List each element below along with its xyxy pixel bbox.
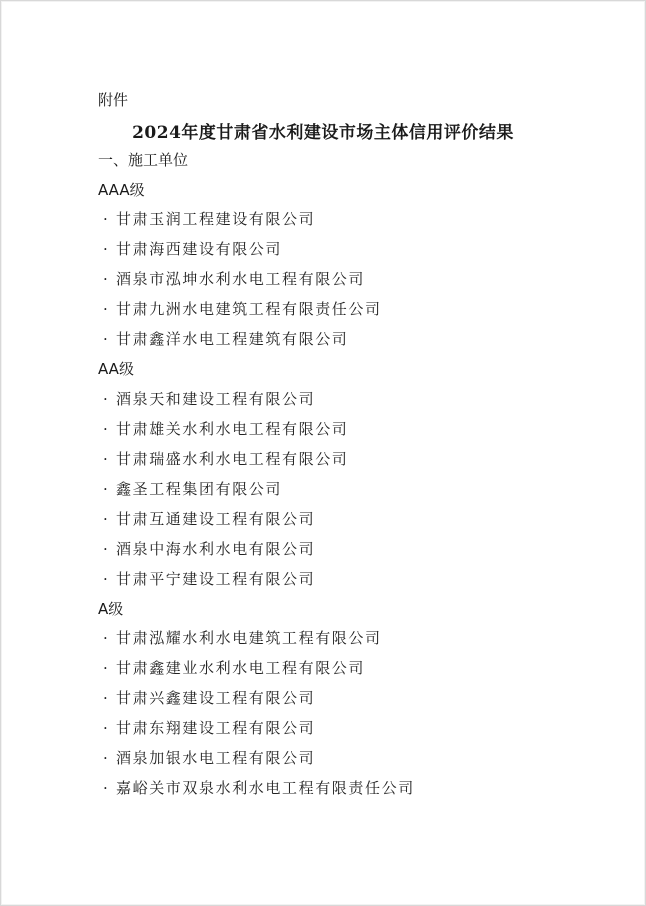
company-name: 甘肃东翔建设工程有限公司 — [116, 719, 316, 737]
document-title: 2024年度甘肃省水利建设市场主体信用评价结果 — [132, 123, 514, 143]
list-item — [103, 627, 382, 648]
bullet: · — [103, 779, 110, 797]
list-item — [103, 298, 382, 319]
bullet: · — [103, 659, 110, 677]
list-item — [103, 448, 348, 469]
level-heading-aa: AA级 — [98, 360, 134, 378]
bullet: · — [103, 719, 110, 737]
list-item — [103, 238, 282, 259]
company-name: 甘肃瑞盛水利水电工程有限公司 — [116, 450, 349, 468]
section-heading: 一、施工单位 — [98, 151, 189, 169]
list-item — [103, 478, 282, 499]
bullet: · — [103, 689, 110, 707]
bullet: · — [103, 240, 110, 258]
list-item — [103, 568, 315, 589]
list-item — [103, 717, 315, 738]
bullet: · — [103, 300, 110, 318]
list-item — [103, 687, 315, 708]
list-item — [103, 777, 415, 798]
company-name: 甘肃海西建设有限公司 — [116, 240, 283, 258]
list-item — [103, 388, 315, 409]
company-name: 甘肃泓耀水利水电建筑工程有限公司 — [116, 629, 382, 647]
list-item — [103, 747, 315, 768]
list-item — [103, 538, 315, 559]
company-name: 酒泉市泓坤水利水电工程有限公司 — [116, 270, 366, 288]
bullet: · — [103, 540, 110, 558]
company-name: 甘肃雄关水利水电工程有限公司 — [116, 420, 349, 438]
level-heading-a: A级 — [98, 600, 124, 618]
company-name: 甘肃玉润工程建设有限公司 — [116, 210, 316, 228]
list-item — [103, 508, 315, 529]
list-item — [103, 328, 348, 349]
bullet: · — [103, 420, 110, 438]
list-item — [103, 418, 348, 439]
bullet: · — [103, 629, 110, 647]
bullet: · — [103, 570, 110, 588]
company-name: 酒泉加银水电工程有限公司 — [116, 749, 316, 767]
company-name: 甘肃兴鑫建设工程有限公司 — [116, 689, 316, 707]
bullet: · — [103, 390, 110, 408]
bullet: · — [103, 480, 110, 498]
bullet: · — [103, 270, 110, 288]
bullet: · — [103, 749, 110, 767]
bullet: · — [103, 510, 110, 528]
company-name: 甘肃鑫洋水电工程建筑有限公司 — [116, 330, 349, 348]
bullet: · — [103, 330, 110, 348]
attachment-label: 附件 — [98, 91, 129, 109]
company-name: 甘肃鑫建业水利水电工程有限公司 — [116, 659, 366, 677]
company-name: 酒泉天和建设工程有限公司 — [116, 390, 316, 408]
company-name: 甘肃平宁建设工程有限公司 — [116, 570, 316, 588]
company-name: 甘肃互通建设工程有限公司 — [116, 510, 316, 528]
list-item — [103, 208, 315, 229]
company-name: 酒泉中海水利水电有限公司 — [116, 540, 316, 558]
bullet: · — [103, 210, 110, 228]
company-name: 嘉峪关市双泉水利水电工程有限责任公司 — [116, 779, 415, 797]
bullet: · — [103, 450, 110, 468]
list-item — [103, 657, 365, 678]
level-heading-aaa: AAA级 — [98, 181, 145, 199]
list-item — [103, 268, 365, 289]
company-name: 鑫圣工程集团有限公司 — [116, 480, 283, 498]
company-name: 甘肃九洲水电建筑工程有限责任公司 — [116, 300, 382, 318]
